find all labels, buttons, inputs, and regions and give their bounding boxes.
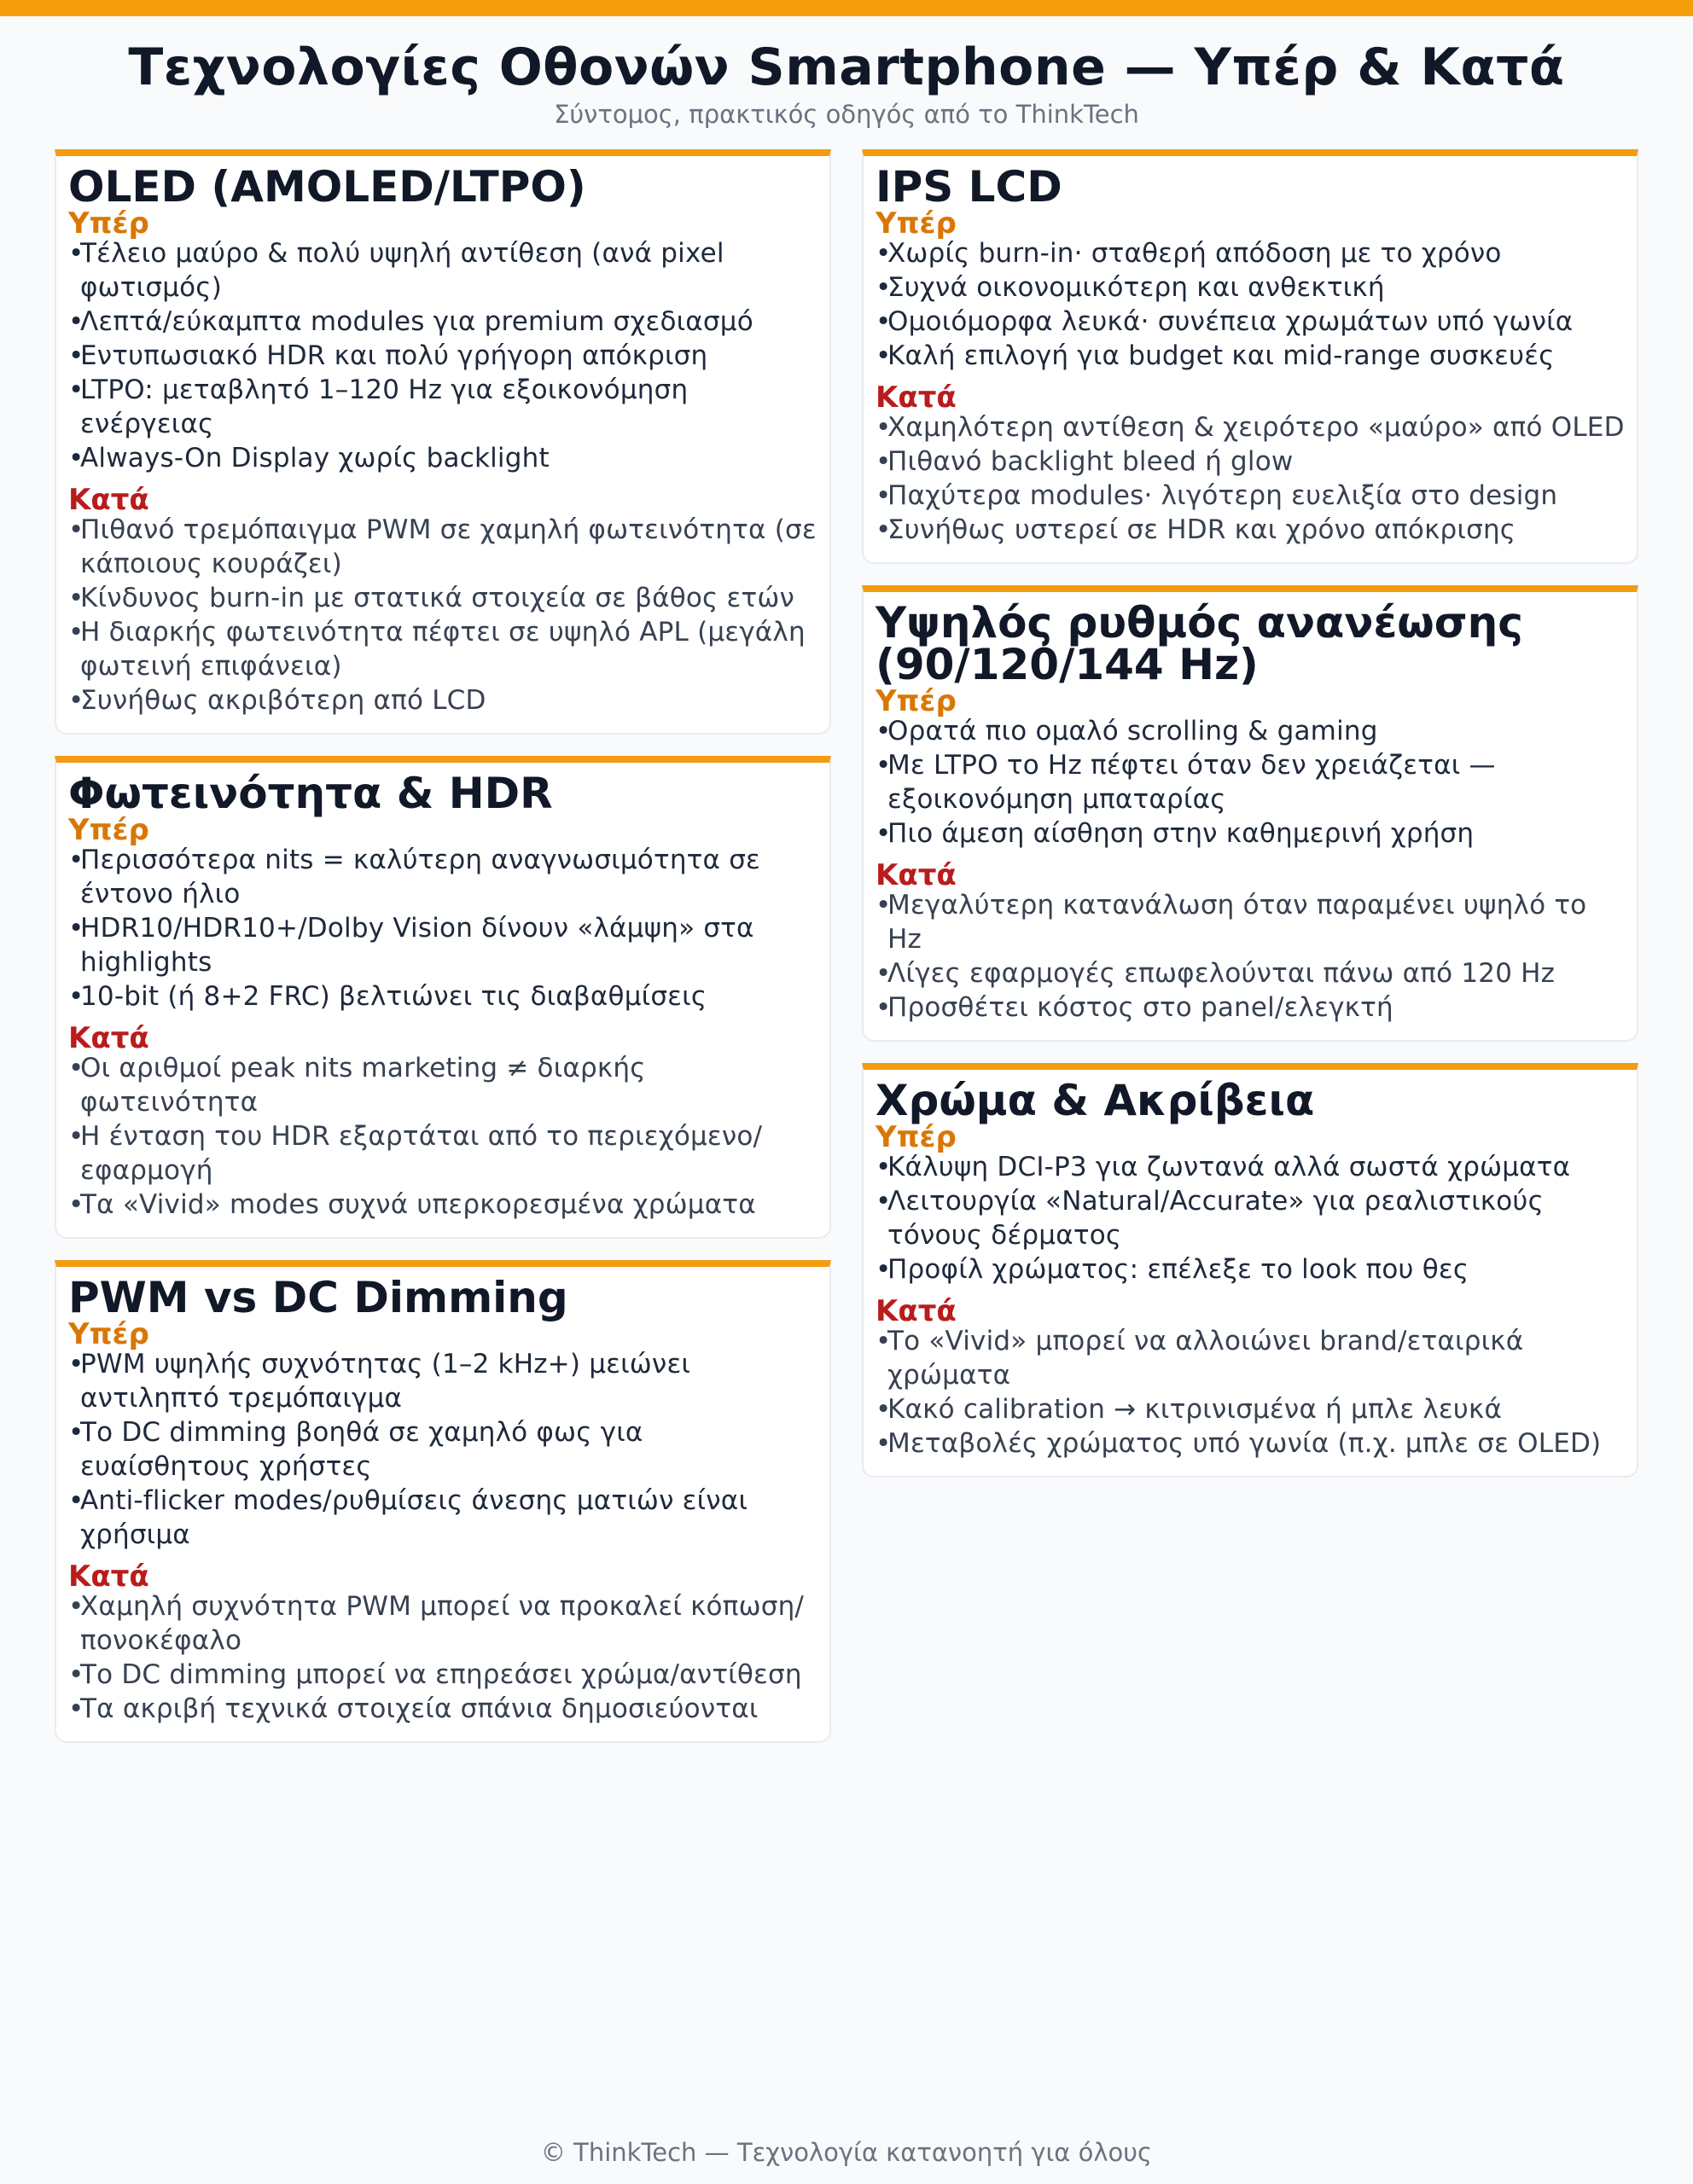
- bullet-icon: •: [876, 1152, 892, 1182]
- cons-item: [876, 888, 1625, 956]
- top-accent-bar: [0, 0, 1693, 16]
- cons-list: [876, 1324, 1625, 1461]
- cons-item-text: Χαμηλότερη αντίθεση & χειρότερο «μαύρο» από OLED: [887, 412, 1625, 443]
- pros-item-text: LTPO: μεταβλητό 1–120 Hz για εξοικονόμηση ενέργειας: [80, 375, 689, 439]
- bullet-icon: •: [68, 1591, 84, 1622]
- pros-item-text: Λειτουργία «Natural/Accurate» για ρεαλιστικούς τόνους δέρματος: [887, 1186, 1544, 1251]
- cons-item-text: Τα «Vivid» modes συχνά υπερκορεσμένα χρώματα: [80, 1189, 756, 1220]
- cons-label: Κατά: [68, 483, 149, 517]
- pros-item: [876, 714, 1625, 748]
- cons-item-text: Μεταβολές χρώματος υπό γωνία (π.χ. μπλε σε OLED): [887, 1428, 1602, 1459]
- pros-item-text: Κάλυψη DCI-P3 για ζωντανά αλλά σωστά χρώματα: [887, 1152, 1571, 1182]
- bullet-icon: •: [68, 1189, 84, 1220]
- cons-item: [68, 683, 817, 717]
- card-title: IPS LCD: [876, 162, 1062, 212]
- pros-item: [876, 748, 1625, 816]
- bullet-icon: •: [68, 1121, 84, 1152]
- right-column: [862, 149, 1638, 1478]
- pros-list: [876, 714, 1625, 851]
- bullet-icon: •: [68, 1417, 84, 1448]
- pros-item-text: Καλή επιλογή για budget και mid-range συσκευές: [887, 340, 1555, 371]
- topic-card-left_column-1: [55, 756, 831, 1239]
- pros-item: [876, 270, 1625, 305]
- bullet-icon: •: [68, 981, 84, 1012]
- bullet-icon: •: [68, 306, 84, 337]
- bullet-icon: •: [68, 685, 84, 716]
- cons-item: [68, 1589, 817, 1658]
- bullet-icon: •: [68, 1693, 84, 1724]
- bullet-icon: •: [876, 890, 892, 921]
- cons-item-text: Κίνδυνος burn-in με στατικά στοιχεία σε βάθος ετών: [80, 583, 794, 613]
- cons-item-text: Οι αριθμοί peak nits marketing ≠ διαρκής φωτεινότητα: [80, 1053, 646, 1118]
- pros-item-text: Το DC dimming βοηθά σε χαμηλό φως για ευαίσθητους χρήστες: [80, 1417, 643, 1482]
- pros-item-text: Εντυπωσιακό HDR και πολύ γρήγορη απόκριση: [80, 340, 708, 371]
- cons-item: [68, 1692, 817, 1726]
- page-title: Τεχνολογίες Οθονών Smartphone — Υπέρ & Κατά: [128, 38, 1565, 97]
- cons-item-text: Συνήθως ακριβότερη από LCD: [80, 685, 486, 716]
- cons-item: [68, 1188, 817, 1222]
- bullet-icon: •: [876, 514, 892, 545]
- bullet-icon: •: [876, 958, 892, 989]
- cons-list: [68, 513, 817, 717]
- bullet-icon: •: [876, 306, 892, 337]
- cons-item: [876, 1426, 1625, 1461]
- cons-item-text: Χαμηλή συχνότητα PWM μπορεί να προκαλεί κόπωση/πονοκέφαλο: [80, 1591, 805, 1656]
- pros-item: [68, 339, 817, 373]
- pros-item: [68, 441, 817, 475]
- page-footer: © ThinkTech — Τεχνολογία κατανοητή για όλους: [540, 2138, 1153, 2167]
- pros-item: [876, 236, 1625, 270]
- topic-card-right_column-0: [862, 149, 1638, 564]
- pros-item-text: Τέλειο μαύρο & πολύ υψηλή αντίθεση (ανά pixel φωτισμός): [80, 238, 724, 303]
- bullet-icon: •: [876, 992, 892, 1023]
- pros-item-text: Συχνά οικονομικότερη και ανθεκτική: [887, 272, 1385, 303]
- cons-item-text: Συνήθως υστερεί σε HDR και χρόνο απόκρισης: [887, 514, 1516, 545]
- cons-label: Κατά: [68, 1021, 149, 1055]
- cons-item-text: Κακό calibration → κιτρινισμένα ή μπλε λευκά: [887, 1394, 1503, 1425]
- bullet-icon: •: [876, 238, 892, 269]
- pros-item-text: Περισσότερα nits = καλύτερη αναγνωσιμότητα σε έντονο ήλιο: [80, 845, 761, 909]
- cons-item: [876, 410, 1625, 444]
- pros-item: [876, 305, 1625, 339]
- pros-item-text: Χωρίς burn-in· σταθερή απόδοση με το χρόνο: [887, 238, 1502, 269]
- page-subtitle: Σύντομος, πρακτικός οδηγός από το ThinkTech: [554, 100, 1139, 129]
- pros-item: [876, 1252, 1625, 1287]
- cons-item: [876, 1392, 1625, 1426]
- cons-item-text: Πιθανό τρεμόπαιγμα PWM σε χαμηλή φωτεινότητα (σε κάποιους κουράζει): [80, 514, 817, 579]
- cons-item-text: Η ένταση του HDR εξαρτάται από το περιεχόμενο/εφαρμογή: [80, 1121, 763, 1186]
- pros-item: [68, 373, 817, 441]
- left-column: [55, 149, 831, 1743]
- pros-label: Υπέρ: [876, 1120, 957, 1154]
- bullet-icon: •: [68, 1349, 84, 1380]
- pros-item: [68, 1347, 817, 1415]
- pros-list: [876, 1150, 1625, 1287]
- cons-item: [876, 479, 1625, 513]
- bullet-icon: •: [68, 340, 84, 371]
- pros-label: Υπέρ: [68, 813, 149, 847]
- cons-item: [68, 581, 817, 615]
- bullet-icon: •: [876, 272, 892, 303]
- topic-card-right_column-2: [862, 1063, 1638, 1478]
- bullet-icon: •: [876, 818, 892, 849]
- bullet-icon: •: [876, 1254, 892, 1285]
- pros-item: [68, 979, 817, 1014]
- cons-item: [876, 513, 1625, 547]
- bullet-icon: •: [68, 443, 84, 473]
- bullet-icon: •: [876, 1326, 892, 1356]
- pros-item: [68, 236, 817, 305]
- bullet-icon: •: [68, 617, 84, 648]
- pros-item: [876, 1184, 1625, 1252]
- bullet-icon: •: [68, 375, 84, 405]
- pros-item: [68, 911, 817, 979]
- pros-list: [68, 236, 817, 475]
- topic-card-right_column-1: [862, 585, 1638, 1042]
- bullet-icon: •: [68, 1485, 84, 1516]
- cons-item-text: Η διαρκής φωτεινότητα πέφτει σε υψηλό APL (μεγάλη φωτεινή επιφάνεια): [80, 617, 806, 682]
- pros-item: [68, 305, 817, 339]
- cons-item: [876, 990, 1625, 1025]
- pros-item: [68, 843, 817, 911]
- pros-item: [876, 816, 1625, 851]
- cons-item-text: Το «Vivid» μπορεί να αλλοιώνει brand/εταιρικά χρώματα: [887, 1326, 1524, 1391]
- pros-label: Υπέρ: [876, 206, 957, 241]
- pros-item-text: Προφίλ χρώματος: επέλεξε το look που θες: [887, 1254, 1469, 1285]
- bullet-icon: •: [876, 412, 892, 443]
- card-title: Υψηλός ρυθμός ανανέωσης (90/120/144 Hz): [876, 598, 1523, 689]
- cons-list: [68, 1051, 817, 1222]
- cons-label: Κατά: [876, 1294, 957, 1328]
- cons-item: [68, 513, 817, 581]
- cons-item-text: Λίγες εφαρμογές επωφελούνται πάνω από 120 Hz: [887, 958, 1556, 989]
- pros-item: [876, 339, 1625, 373]
- pros-item: [68, 1415, 817, 1484]
- cons-item: [876, 956, 1625, 990]
- cons-list: [876, 410, 1625, 547]
- pros-label: Υπέρ: [68, 206, 149, 241]
- cons-list: [876, 888, 1625, 1025]
- pros-list: [876, 236, 1625, 373]
- card-title: PWM vs DC Dimming: [68, 1273, 568, 1322]
- pros-label: Υπέρ: [876, 684, 957, 718]
- cons-list: [68, 1589, 817, 1726]
- topic-card-left_column-0: [55, 149, 831, 735]
- topic-card-left_column-2: [55, 1260, 831, 1743]
- cons-item: [68, 615, 817, 683]
- pros-item-text: Με LTPO το Hz πέφτει όταν δεν χρειάζεται — εξοικονόμηση μπαταρίας: [887, 750, 1496, 815]
- bullet-icon: •: [876, 1186, 892, 1217]
- bullet-icon: •: [68, 1053, 84, 1083]
- pros-item-text: 10-bit (ή 8+2 FRC) βελτιώνει τις διαβαθμίσεις: [80, 981, 707, 1012]
- bullet-icon: •: [876, 480, 892, 511]
- cons-item: [876, 444, 1625, 479]
- cards-grid: [55, 149, 1638, 1743]
- bullet-icon: •: [68, 238, 84, 269]
- pros-item-text: Πιο άμεση αίσθηση στην καθημερινή χρήση: [887, 818, 1475, 849]
- bullet-icon: •: [68, 1659, 84, 1690]
- card-title: Φωτεινότητα & HDR: [68, 769, 553, 818]
- card-title: OLED (AMOLED/LTPO): [68, 162, 586, 212]
- cons-item-text: Μεγαλύτερη κατανάλωση όταν παραμένει υψηλό το Hz: [887, 890, 1587, 955]
- cons-item: [68, 1119, 817, 1188]
- cons-label: Κατά: [68, 1560, 149, 1594]
- bullet-icon: •: [68, 514, 84, 545]
- pros-list: [68, 843, 817, 1014]
- cons-label: Κατά: [876, 380, 957, 415]
- pros-label: Υπέρ: [68, 1317, 149, 1351]
- cons-item: [68, 1658, 817, 1692]
- cons-item-text: Πιθανό backlight bleed ή glow: [887, 446, 1294, 477]
- bullet-icon: •: [876, 1428, 892, 1459]
- card-title: Χρώμα & Ακρίβεια: [876, 1076, 1315, 1125]
- bullet-icon: •: [876, 1394, 892, 1425]
- pros-item: [68, 1484, 817, 1552]
- pros-item-text: HDR10/HDR10+/Dolby Vision δίνουν «λάμψη» στα highlights: [80, 913, 754, 978]
- bullet-icon: •: [68, 845, 84, 875]
- cons-item-text: Τα ακριβή τεχνικά στοιχεία σπάνια δημοσιεύονται: [80, 1693, 759, 1724]
- pros-item: [876, 1150, 1625, 1184]
- bullet-icon: •: [68, 583, 84, 613]
- cons-item: [68, 1051, 817, 1119]
- cons-item: [876, 1324, 1625, 1392]
- pros-item-text: Always-On Display χωρίς backlight: [80, 443, 550, 473]
- pros-list: [68, 1347, 817, 1552]
- bullet-icon: •: [876, 750, 892, 781]
- page-header: [0, 36, 1693, 130]
- bullet-icon: •: [876, 446, 892, 477]
- bullet-icon: •: [876, 716, 892, 746]
- bullet-icon: •: [68, 913, 84, 944]
- pros-item-text: Ορατά πιο ομαλό scrolling & gaming: [887, 716, 1378, 746]
- bullet-icon: •: [876, 340, 892, 371]
- cons-label: Κατά: [876, 858, 957, 892]
- pros-item-text: Ομοιόμορφα λευκά· συνέπεια χρωμάτων υπό γωνία: [887, 306, 1574, 337]
- pros-item-text: Λεπτά/εύκαμπτα modules για premium σχεδιασμό: [80, 306, 753, 337]
- cons-item-text: Το DC dimming μπορεί να επηρεάσει χρώμα/αντίθεση: [80, 1659, 802, 1690]
- pros-item-text: PWM υψηλής συχνότητας (1–2 kHz+) μειώνει αντιληπτό τρεμόπαιγμα: [80, 1349, 691, 1414]
- pros-item-text: Anti-flicker modes/ρυθμίσεις άνεσης ματιών είναι χρήσιμα: [80, 1485, 748, 1550]
- cons-item-text: Προσθέτει κόστος στο panel/ελεγκτή: [887, 992, 1393, 1023]
- cons-item-text: Παχύτερα modules· λιγότερη ευελιξία στο design: [887, 480, 1558, 511]
